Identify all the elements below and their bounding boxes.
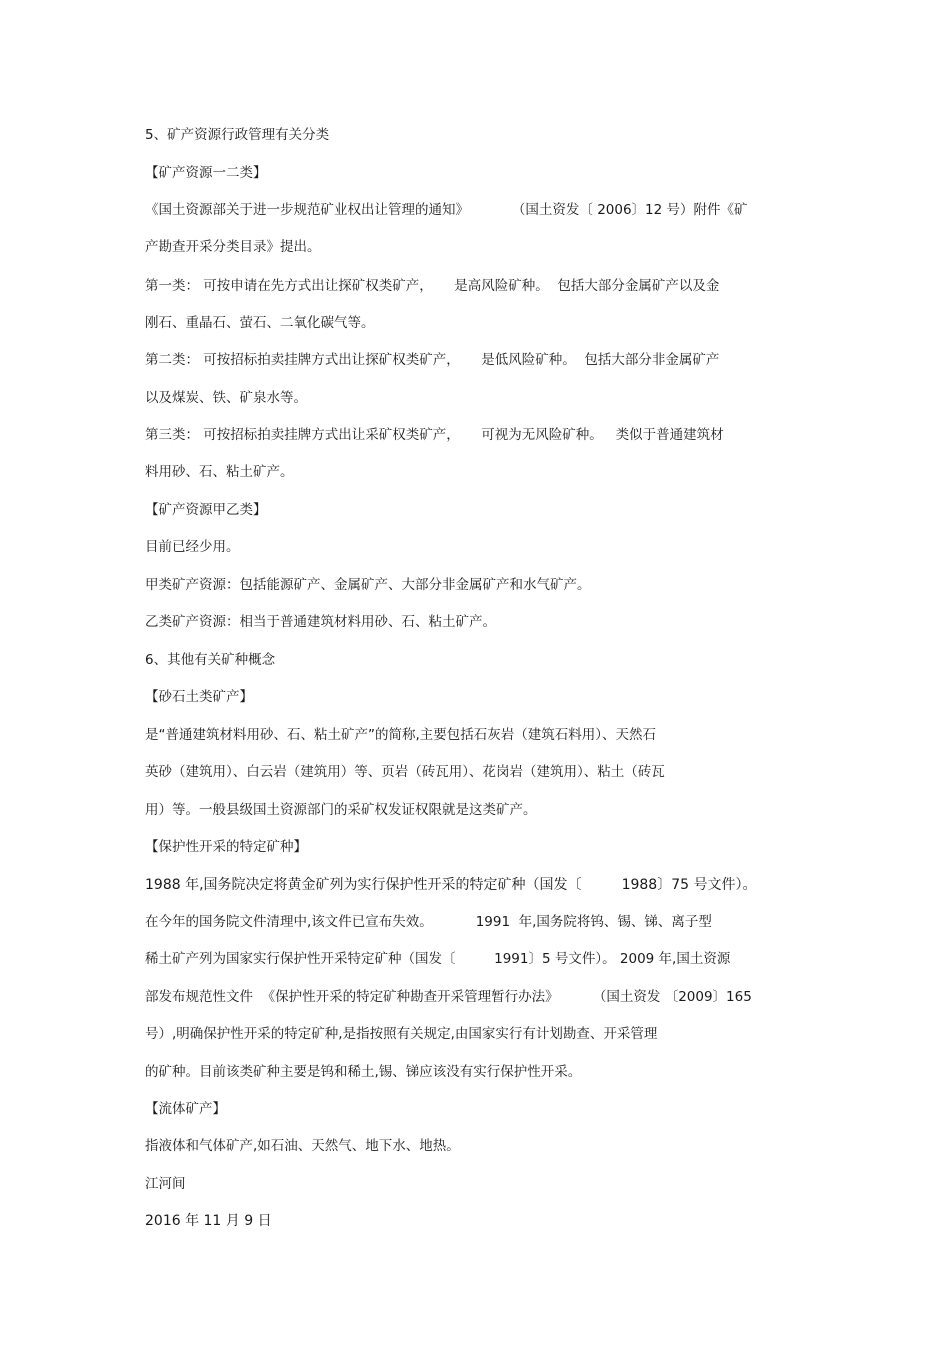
document-date: 2016 年 11 月 9 日 (145, 1213, 272, 1229)
paragraph-line: 料用砂、石、粘土矿产。 (145, 464, 294, 480)
section-heading-5: 5、矿产资源行政管理有关分类 (145, 127, 330, 143)
subheading-fluid-minerals: 【流体矿产】 (145, 1101, 226, 1117)
paragraph-line: 以及煤炭、铁、矿泉水等。 (145, 390, 307, 406)
paragraph-line: 刚石、重晶石、萤石、二氧化碳气等。 (145, 315, 375, 331)
paragraph-line: 部发布规范性文件 《保护性开采的特定矿种勘查开采管理暂行办法》 （国土资发 〔2009〕165 (145, 989, 752, 1005)
paragraph-line: 《国土资源部关于进一步规范矿业权出让管理的通知》 （国土资发〔 2006〕12 号）附件《矿 (145, 202, 748, 218)
paragraph-line: 指液体和气体矿产,如石油、天然气、地下水、地热。 (145, 1138, 460, 1154)
subheading-class-a-b: 【矿产资源甲乙类】 (145, 502, 267, 518)
section-heading-6: 6、其他有关矿种概念 (145, 652, 276, 668)
paragraph-line: 乙类矿产资源：相当于普通建筑材料用砂、石、粘土矿产。 (145, 614, 496, 630)
paragraph-line: 第一类： 可按申请在先方式出让探矿权类矿产， 是高风险矿种。 包括大部分金属矿产以及金 (145, 278, 720, 294)
subheading-class-one-two: 【矿产资源一二类】 (145, 165, 267, 181)
paragraph-line: 英砂（建筑用）、白云岩（建筑用）等、页岩（砖瓦用）、花岗岩（建筑用）、粘土（砖瓦 (145, 764, 665, 780)
subheading-sand-stone: 【砂石土类矿产】 (145, 689, 253, 705)
author-signature: 江河间 (145, 1176, 186, 1192)
paragraph-line: 用）等。一般县级国土资源部门的采矿权发证权限就是这类矿产。 (145, 802, 537, 818)
paragraph-line: 甲类矿产资源：包括能源矿产、金属矿产、大部分非金属矿产和水气矿产。 (145, 577, 591, 593)
paragraph-line: 产勘查开采分类目录》提出。 (145, 239, 321, 255)
paragraph-line: 号）,明确保护性开采的特定矿种,是指按照有关规定,由国家实行有计划勘查、开采管理 (145, 1026, 658, 1042)
subheading-protected-minerals: 【保护性开采的特定矿种】 (145, 839, 307, 855)
paragraph-line: 1988 年,国务院决定将黄金矿列为实行保护性开采的特定矿种（国发〔 1988〕75 号文件）。 (145, 877, 757, 893)
paragraph-line: 第三类： 可按招标拍卖挂牌方式出让采矿权类矿产， 可视为无风险矿种。 类似于普通建筑材 (145, 427, 724, 443)
paragraph-line: 稀土矿产列为国家实行保护性开采特定矿种（国发〔 1991〕5 号文件）。 2009 年,国土资源 (145, 951, 731, 967)
paragraph-line: 的矿种。目前该类矿种主要是钨和稀土,锡、锑应该没有实行保护性开采。 (145, 1064, 582, 1080)
paragraph-line: 是“普通建筑材料用砂、石、粘土矿产”的简称,主要包括石灰岩（建筑石料用）、天然石 (145, 727, 657, 743)
paragraph-line: 第二类： 可按招标拍卖挂牌方式出让探矿权类矿产， 是低风险矿种。 包括大部分非金属矿产 (145, 352, 720, 368)
paragraph-line: 目前已经少用。 (145, 539, 240, 555)
paragraph-line: 在今年的国务院文件清理中,该文件已宣布失效。 1991 年,国务院将钨、锡、锑、离子型 (145, 914, 712, 930)
